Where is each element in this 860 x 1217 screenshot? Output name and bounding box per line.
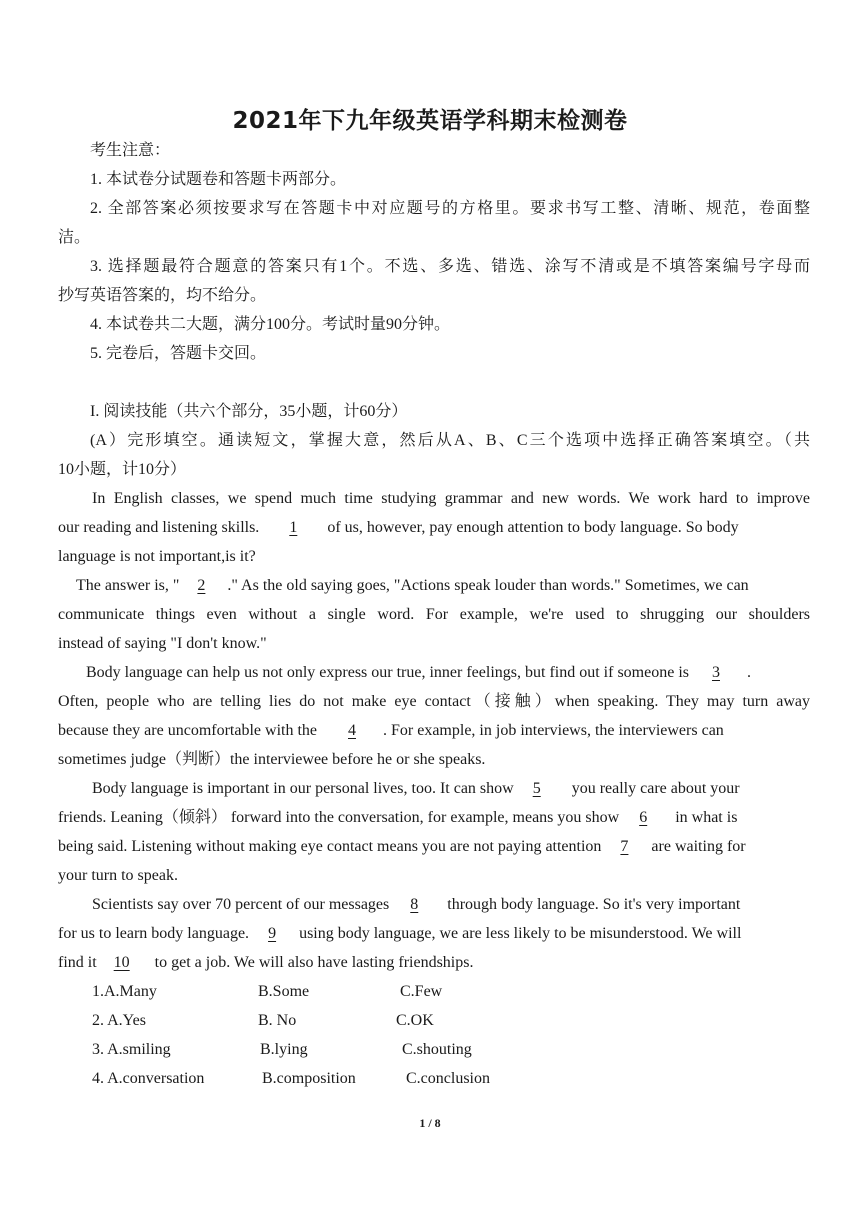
passage-line: communicate things even without a single word. For example, we're used to shrugging our shoulders [58, 606, 810, 623]
blank-2: 2 [197, 577, 206, 594]
option-b: B.Some [258, 983, 310, 1000]
passage-line [92, 779, 740, 799]
passage-line: instead of saying "I don't know." [58, 635, 267, 652]
notice-item-3: 3. 选择题最符合题意的答案只有1个。不选、多选、错选、涂写不清或是不填答案编号字母而 [90, 258, 810, 275]
passage-text: our reading and listening skills. [58, 519, 260, 536]
notice-item-1: 1. 本试卷分试题卷和答题卡两部分。 [90, 171, 347, 188]
passage-line [58, 518, 739, 538]
option-a: 1.A.Many [92, 983, 157, 1000]
option-a: 4. A.conversation [92, 1070, 205, 1087]
blank-10: 10 [113, 954, 130, 971]
blank-5: 5 [532, 780, 541, 797]
passage-text: Scientists say over 70 percent of our messages [92, 896, 390, 913]
passage-text: Body language can help us not only express our true, inner feelings, but find out if someone is [86, 664, 689, 681]
notice-item-4: 4. 本试卷共二大题，满分100分。考试时量90分钟。 [90, 316, 451, 333]
passage-line: Often, people who are telling lies do not make eye contact（接触）when speaking. They may turn away [58, 693, 810, 710]
passage-text: . [746, 664, 751, 681]
option-a: 3. A.smiling [92, 1041, 171, 1058]
passage-text: The answer is, " [76, 577, 180, 594]
notice-item-5: 5. 完卷后，答题卡交回。 [90, 345, 267, 362]
passage-line [58, 721, 724, 741]
passage-line [58, 808, 737, 828]
option-a: 2. A.Yes [92, 1012, 146, 1029]
passage-text: friends. Leaning（倾斜） forward into the conversation, for example, means you show [58, 809, 620, 826]
blank-6: 6 [639, 809, 648, 826]
option-b: B. No [258, 1012, 297, 1029]
exam-title: 2021年下九年级英语学科期末检测卷 [232, 108, 628, 134]
option-c: C.conclusion [406, 1070, 490, 1087]
option-b: B.lying [260, 1041, 308, 1058]
passage-text: . For example, in job interviews, the interviewers can [383, 722, 724, 739]
passage-line: In English classes, we spend much time studying grammar and new words. We work hard to improve [92, 490, 810, 507]
blank-4: 4 [348, 722, 356, 739]
blank-1: 1 [289, 519, 298, 536]
blank-7: 7 [620, 838, 629, 855]
passage-line: your turn to speak. [58, 867, 178, 884]
notice-heading: 考生注意： [90, 142, 171, 159]
passage-text: are waiting for [651, 838, 746, 855]
passage-line [58, 924, 741, 944]
passage-text: through body language. So it's very important [447, 896, 741, 913]
passage-text: ." As the old saying goes, "Actions speak louder than words." Sometimes, we can [227, 577, 749, 594]
notice-item-2-cont: 洁。 [58, 229, 91, 246]
blank-9: 9 [268, 925, 277, 942]
option-b: B.composition [262, 1070, 356, 1087]
notice-item-3-cont: 抄写英语答案的，均不给分。 [58, 287, 267, 304]
passage-text: of us, however, pay enough attention to body language. So body [327, 519, 739, 536]
passage-text: being said. Listening without making eye contact means you are not paying attention [58, 838, 602, 855]
passage-line [86, 663, 751, 683]
option-c: C.OK [396, 1012, 434, 1029]
passage-line [76, 576, 749, 596]
passage-text: Body language is important in our personal lives, too. It can show [92, 780, 514, 797]
page-number: 1 / 8 [419, 1116, 441, 1130]
passage-text: you really care about your [571, 780, 740, 797]
section-heading: I. 阅读技能（共六个部分，35小题，计60分） [90, 403, 408, 420]
section-instruction: (A）完形填空。通读短文，掌握大意，然后从A、B、C三个选项中选择正确答案填空。（共 [90, 432, 810, 449]
passage-line [58, 837, 746, 857]
passage-text: because they are uncomfortable with the [58, 722, 317, 739]
passage-text: find it [58, 954, 97, 971]
notice-item-2: 2. 全部答案必须按要求写在答题卡中对应题号的方格里。要求书写工整、清晰、规范，卷面整 [90, 200, 810, 217]
blank-3: 3 [711, 664, 720, 681]
passage-line: language is not important,is it? [58, 548, 256, 565]
passage-line [92, 895, 740, 915]
blank-8: 8 [410, 896, 419, 913]
option-c: C.Few [400, 983, 443, 1000]
passage-line: sometimes judge（判断）the interviewee before he or she speaks. [58, 751, 486, 768]
passage-text: to get a job. We will also have lasting friendships. [154, 954, 474, 971]
passage-text: for us to learn body language. [58, 925, 250, 942]
section-instruction-cont: 10小题，计10分） [58, 461, 187, 478]
option-c: C.shouting [402, 1041, 472, 1058]
passage-text: in what is [675, 809, 738, 826]
passage-text: using body language, we are less likely to be misunderstood. We will [299, 925, 742, 942]
passage-line [58, 953, 473, 973]
